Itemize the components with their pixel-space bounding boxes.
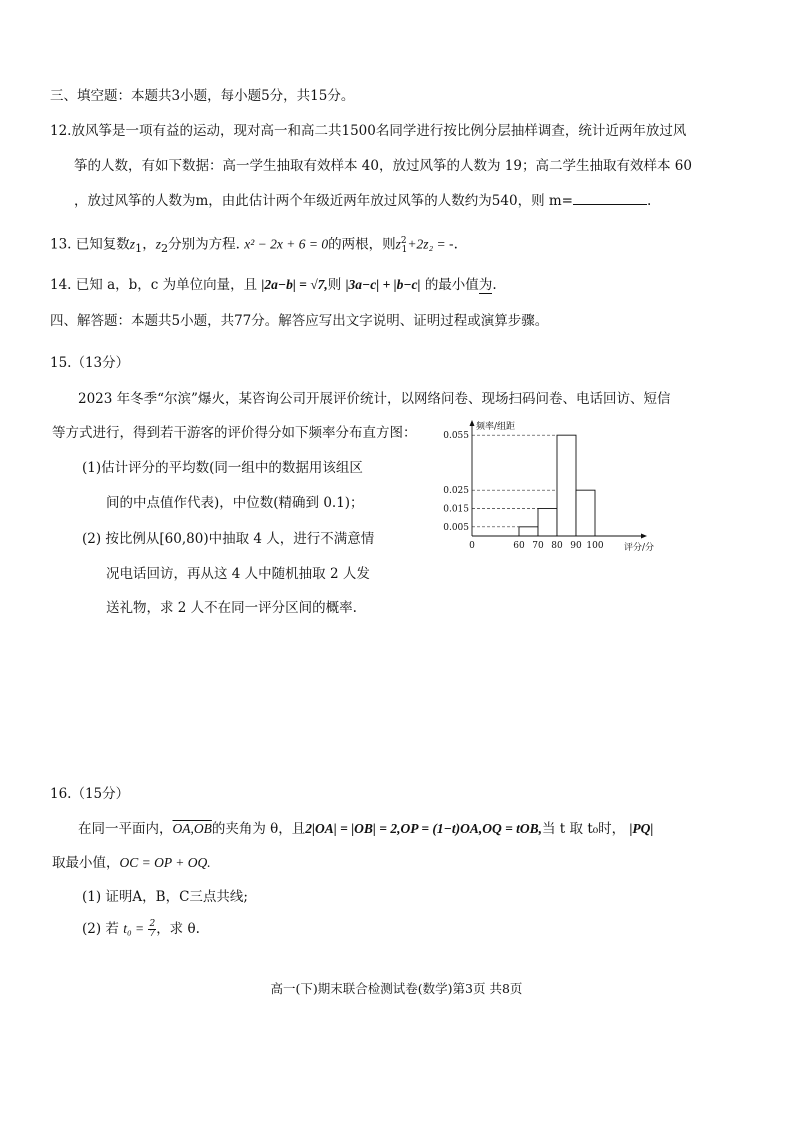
- histogram-bar: [557, 435, 576, 536]
- x-tick-label: 60: [513, 541, 525, 551]
- q16-part1: (1) 证明A，B，C三点共线;: [82, 889, 248, 905]
- answer-blank: [573, 192, 647, 205]
- q13-expr-rest: +2z₂ =: [407, 236, 450, 252]
- q14-number: 14.: [50, 277, 72, 293]
- q13-mid: 分别为方程.: [168, 236, 240, 253]
- z1-subscript: 1: [135, 242, 143, 256]
- y-tick-label: 0.015: [443, 504, 469, 515]
- q13-sep: ，: [142, 236, 156, 253]
- q16-p2-pre: (2) 若: [82, 921, 119, 937]
- fraction-denominator: 7: [149, 929, 156, 939]
- q13-post: 的两根，则: [328, 236, 396, 253]
- y-axis-label: 频率/组距: [476, 422, 516, 432]
- q12-number: 12.: [50, 123, 72, 139]
- q13-expr-sub: 1: [401, 245, 408, 256]
- q15-paragraph-line1: 2023 年冬季“尔滨”爆火，某咨询公司开展评价统计，以网络问卷、现场扫码问卷、电话回访、短信: [78, 391, 671, 407]
- q16-p2-var: t₀ =: [123, 921, 145, 936]
- question-13: [50, 232, 458, 259]
- x-tick-label: 80: [551, 541, 563, 551]
- histogram-bar: [576, 490, 595, 536]
- fraction-numerator: 2: [149, 919, 156, 929]
- q12-text-line3: ，放过风筝的人数为m，由此估计两个年级近两年放过风筝的人数约为540，则 m=: [74, 193, 573, 209]
- frequency-histogram: [438, 418, 668, 563]
- q14-expression: |3a−c| + |b−c|: [345, 277, 421, 292]
- origin-label: 0: [469, 541, 475, 551]
- q15-part2-line1: (2) 按比例从[60,80)中抽取 4 人，进行不满意情: [82, 531, 375, 547]
- q12-text-line1: 放风筝是一项有益的运动，现对高一和高二共1500名同学进行按比例分层抽样调查，统计近两年放过风: [71, 123, 687, 139]
- q13-expr-z: z: [395, 236, 401, 252]
- y-axis-arrow: [470, 420, 475, 426]
- x-axis-label: 评分/分: [624, 543, 655, 553]
- z2-subscript: 2: [160, 242, 169, 256]
- section4-header: 四、解答题：本题共5小题，共77分。解答应写出文字说明、证明过程或演算步骤。: [50, 313, 549, 329]
- y-tick-label: 0.055: [443, 431, 469, 442]
- q16-pq-norm: |PQ|: [629, 821, 654, 836]
- q16-l1-mid: 的夹角为 θ，且: [211, 821, 306, 837]
- q14-post: 的最小值: [424, 277, 479, 293]
- q13-end: -.: [449, 236, 458, 253]
- histogram-bar: [519, 527, 538, 536]
- question-14: [50, 276, 497, 294]
- z1-symbol: z: [129, 236, 136, 252]
- q16-l1-post: 当 t 取 t₀时，: [542, 821, 626, 837]
- q15-paragraph-line2: 等方式进行，得到若干游客的评价得分如下频率分布直方图：: [52, 425, 417, 441]
- x-axis-arrow: [641, 534, 647, 539]
- q14-end: .: [492, 277, 497, 293]
- q16-oc-equation: OC = OP + OQ.: [119, 855, 211, 870]
- y-tick-label: 0.025: [443, 486, 469, 497]
- q16-vectors: OA,OB: [172, 821, 212, 836]
- q14-answer-blank: 为: [478, 277, 493, 293]
- q15-part1-line2: 间的中点值作代表)，中位数(精确到 0.1)；: [106, 495, 364, 511]
- q16-condition: 2|OA| = |OB| = 2,OP = (1−t)OA,OQ = tOB,: [305, 821, 543, 836]
- q13-pre: 已知复数: [75, 236, 130, 253]
- q12-end: .: [646, 193, 652, 209]
- q16-number: 16.（15分）: [50, 786, 130, 802]
- q14-condition: |2a−b| = √7,: [261, 277, 328, 292]
- q15-part2-line2: 况电话回访，再从这 4 人中随机抽取 2 人发: [106, 566, 370, 582]
- z2-symbol: z: [155, 236, 161, 252]
- q13-number: 13.: [50, 236, 72, 253]
- q16-l2-pre: 取最小值，: [52, 855, 120, 871]
- y-tick-label: 0.005: [443, 522, 469, 533]
- q13-expr-sup: 2: [400, 236, 407, 246]
- x-tick-label: 70: [532, 541, 544, 551]
- page-footer: 高一(下)期末联合检测试卷(数学)第3页 共8页: [270, 981, 523, 996]
- q14-pre: 已知 a，b，c 为单位向量，且: [75, 277, 258, 293]
- q16-l1-pre: 在同一平面内，: [78, 821, 173, 837]
- chart-bars: [519, 435, 595, 536]
- section3-header: 三、填空题：本题共3小题，每小题5分，共15分。: [50, 88, 355, 104]
- q16-p2-post: ，求 θ.: [156, 921, 200, 937]
- x-tick-label: 100: [586, 541, 604, 551]
- x-tick-label: 90: [570, 541, 582, 551]
- q15-number: 15.（13分）: [50, 355, 130, 371]
- q14-mid: 则: [327, 277, 342, 293]
- q15-part1-line1: (1)估计评分的平均数(同一组中的数据用该组区: [82, 460, 363, 476]
- q13-equation: x² − 2x + 6 = 0: [244, 236, 329, 252]
- q15-part2-line3: 送礼物，求 2 人不在同一评分区间的概率.: [106, 600, 357, 616]
- histogram-bar: [538, 509, 557, 537]
- q12-text-line2: 筝的人数，有如下数据：高一学生抽取有效样本 40，放过风筝的人数为 19；高二学生抽取有效样本 60: [74, 158, 692, 174]
